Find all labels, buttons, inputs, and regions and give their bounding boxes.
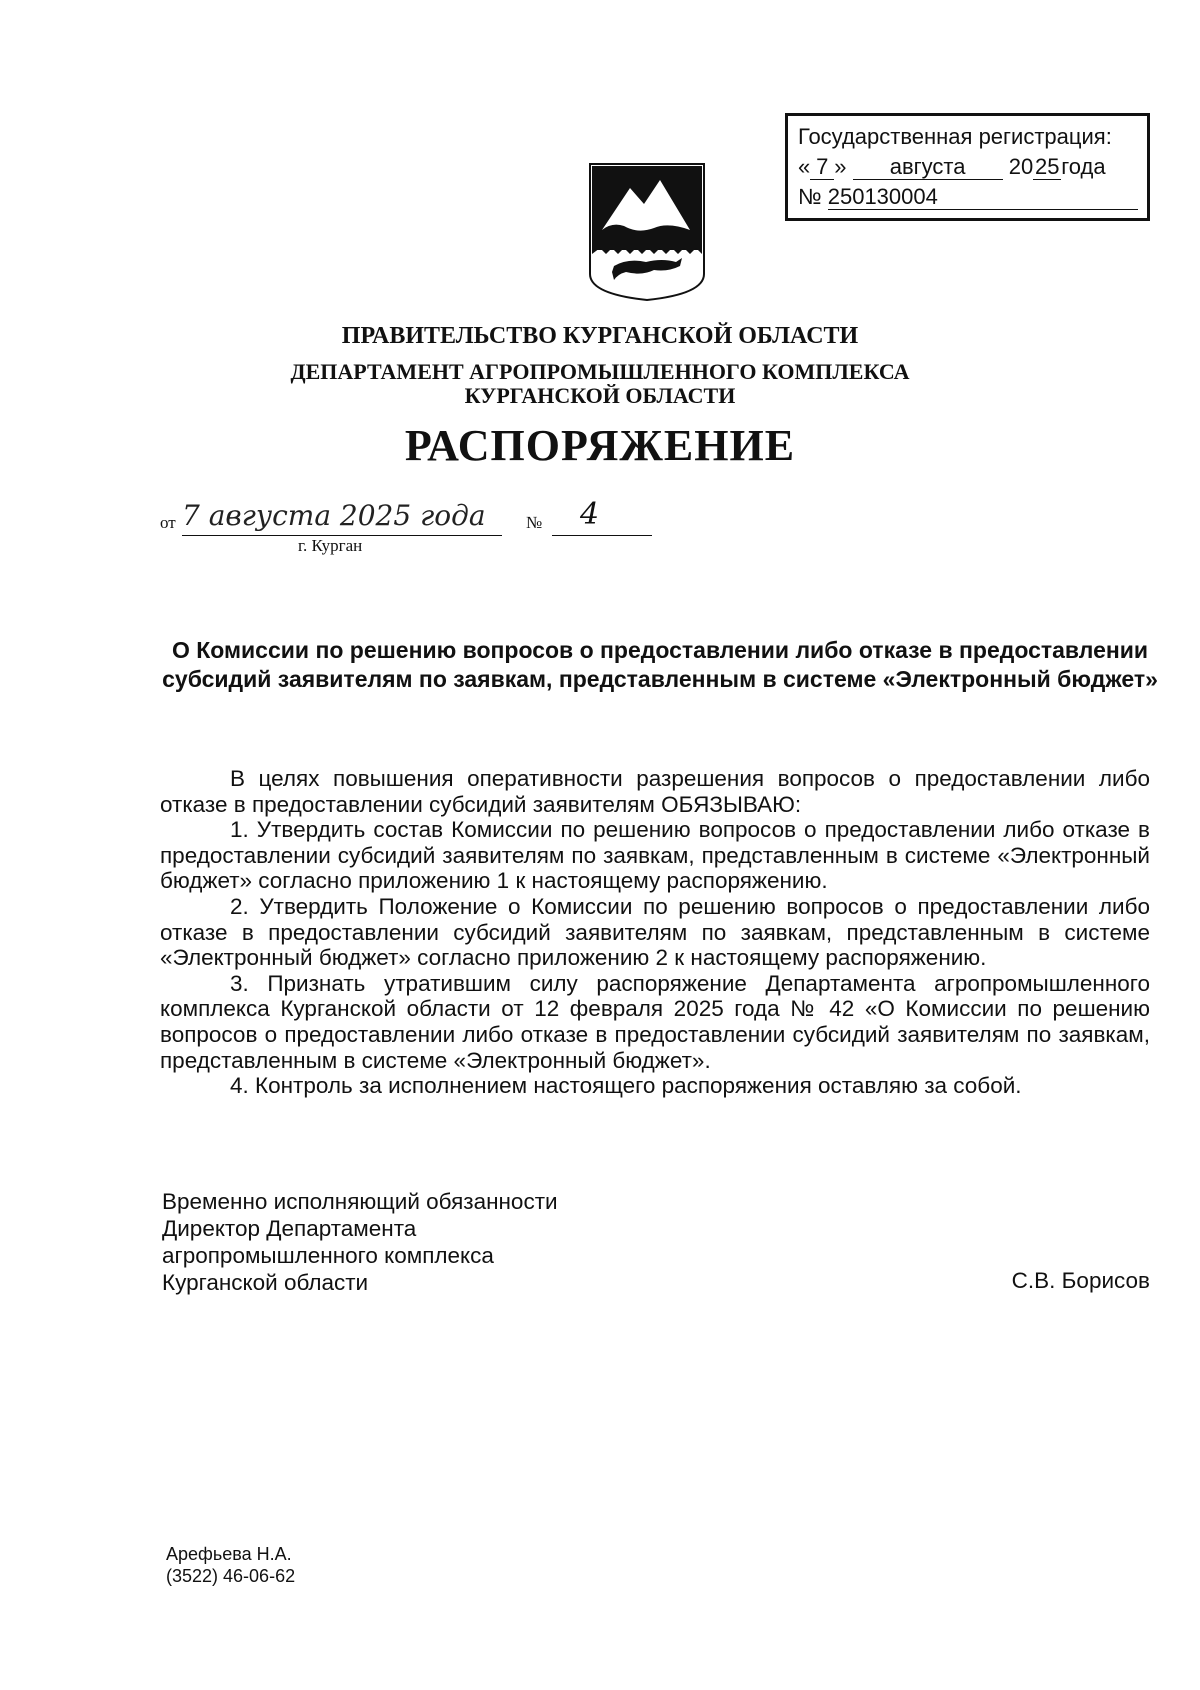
registration-year-prefix: 20 [1008, 154, 1034, 179]
executor-name: Арефьева Н.А. [166, 1544, 292, 1564]
registration-day: 7 [810, 155, 834, 180]
signature-line1: Временно исполняющий обязанности [162, 1189, 558, 1214]
date-number-line [160, 497, 660, 539]
number-label: № [526, 513, 543, 532]
document-subject: О Комиссии по решению вопросов о предоставлении либо отказе в предоставлении субсидий заявителям по заявкам, представленным в системе «Электронный бюджет» [162, 637, 1158, 692]
department-line1: ДЕПАРТАМЕНТ АГРОПРОМЫШЛЕННОГО КОМПЛЕКСА [290, 359, 910, 384]
city-label: г. Курган [298, 536, 363, 555]
body-item-3: 3. Признать утратившим силу распоряжение Департамента агропромышленного комплекса Курганской области от 12 февраля 2025 года № 42 «О Комиссии по решению вопросов о предоставлении либо отказе в предоставлении субсидий заявителям по заявкам, представленным в системе «Электронный бюджет». [160, 970, 1150, 1073]
department-line2: КУРГАНСКОЙ ОБЛАСТИ [464, 383, 736, 408]
quote-close: » [834, 154, 847, 179]
registration-year-suffix: 25 [1034, 154, 1060, 179]
body-item-2: 2. Утвердить Положение о Комиссии по решению вопросов о предоставлении либо отказе в предоставлении субсидий заявителям по заявкам, представленным в системе «Электронный бюджет» согласно приложению 2 к настоящему распоряжению. [160, 893, 1150, 971]
registration-number-sign: № [798, 184, 822, 209]
body-item-4: 4. Контроль за исполнением настоящего распоряжения оставляю за собой. [230, 1073, 1022, 1099]
body-item-1: 1. Утвердить состав Комиссии по решению вопросов о предоставлении либо отказе в предоставлении субсидий заявителям по заявкам, представленным в системе «Электронный бюджет» согласно приложению 1 к настоящему распоряжению. [160, 817, 1150, 894]
signature-line3: агропромышленного комплекса [162, 1243, 494, 1268]
registration-stamp [785, 113, 1150, 221]
registration-date [798, 152, 1137, 182]
signature-position [162, 1188, 558, 1296]
body-intro: В целях повышения оперативности разрешения вопросов о предоставлении либо отказе в предоставлении субсидий заявителям ОБЯЗЫВАЮ: [160, 766, 1150, 817]
registration-title: Государственная регистрация: [798, 124, 1112, 149]
signature-line2: Директор Департамента [162, 1216, 417, 1241]
executor-info [166, 1543, 295, 1587]
registration-number: 250130004 [828, 185, 1138, 210]
signer-name: С.В. Борисов [1011, 1268, 1150, 1293]
registration-month: августа [853, 155, 1003, 180]
from-label: от [160, 513, 176, 532]
coat-of-arms-icon [588, 162, 706, 302]
signature-line4: Курганской области [162, 1270, 369, 1295]
registration-year-word: года [1061, 154, 1106, 179]
number-underline [552, 535, 652, 536]
registration-number-line [798, 182, 1137, 212]
document-body [160, 766, 1150, 1099]
department-name [0, 360, 1200, 408]
quote-open: « [798, 154, 811, 179]
handwritten-number: 4 [580, 497, 600, 532]
government-name: ПРАВИТЕЛЬСТВО КУРГАНСКОЙ ОБЛАСТИ [341, 323, 859, 349]
handwritten-date: 7 августа 2025 года [182, 499, 486, 532]
executor-phone: (3522) 46-06-62 [166, 1566, 296, 1586]
document-type: РАСПОРЯЖЕНИЕ [404, 421, 796, 470]
